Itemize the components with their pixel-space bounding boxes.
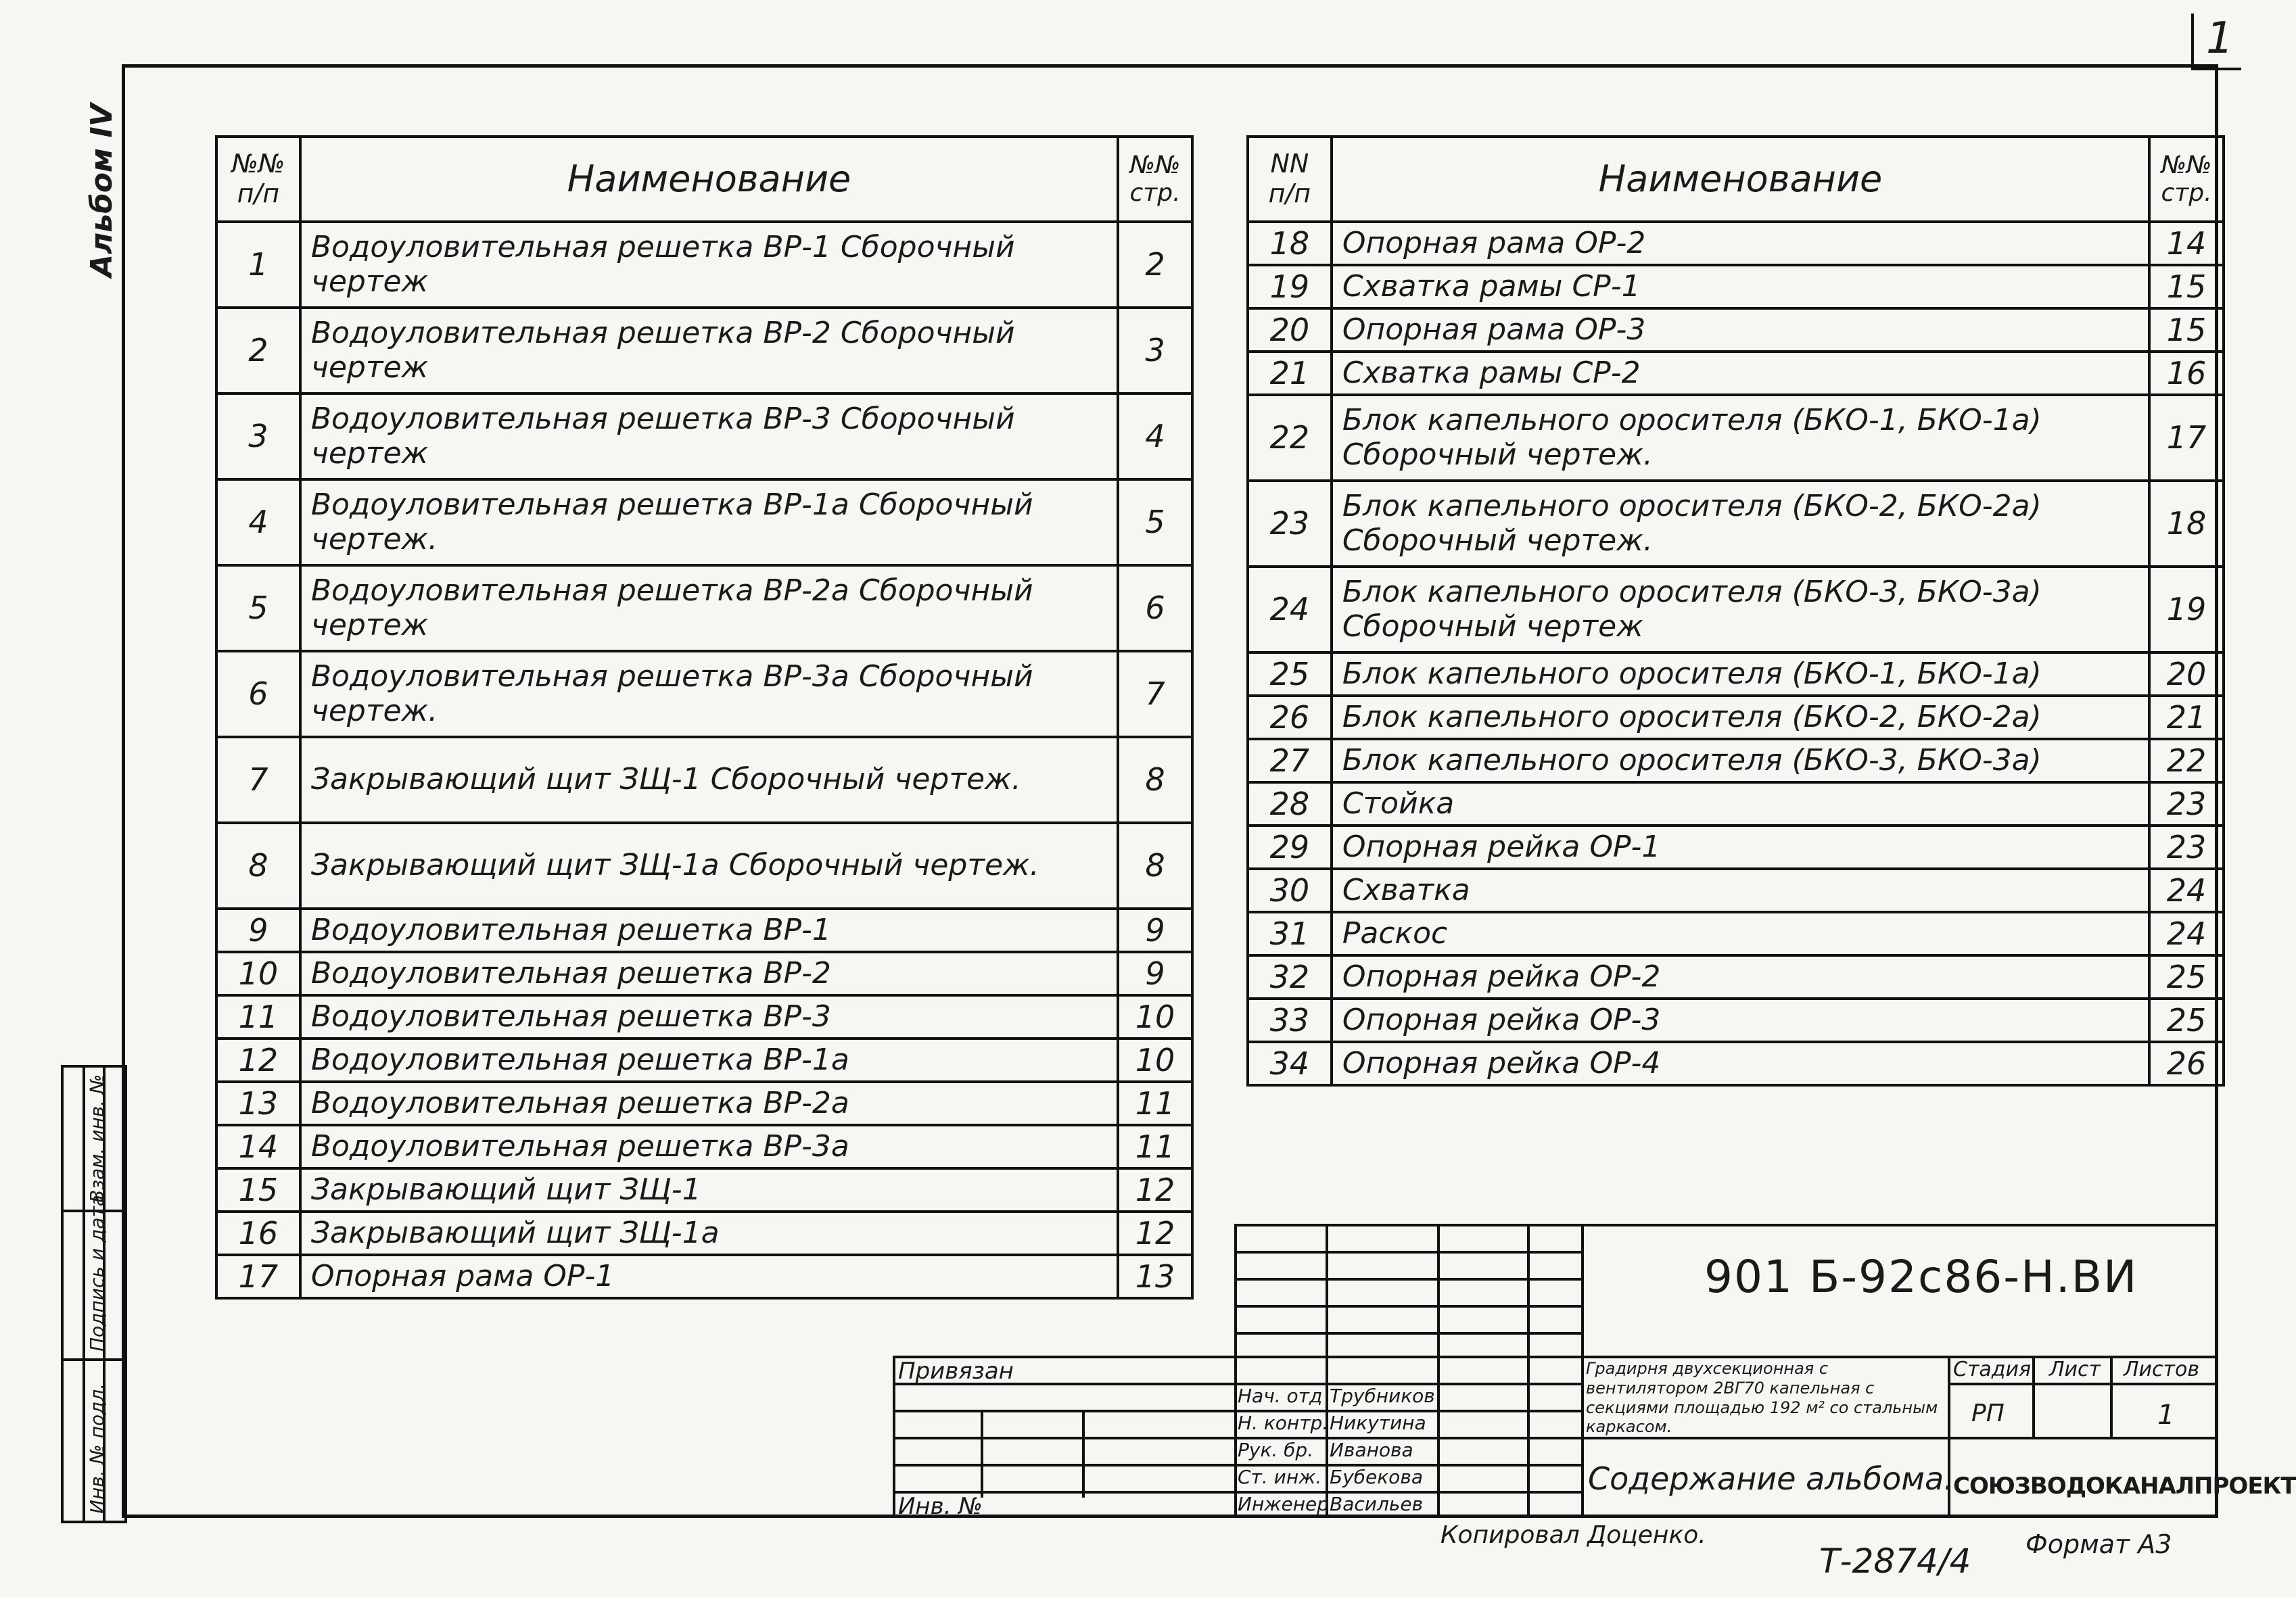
role-5: Инженер — [1238, 1493, 1330, 1515]
row-name: Схватка рамы СР-2 — [1332, 352, 2149, 395]
name-5: Васильев — [1330, 1493, 1424, 1515]
stage-label: Стадия — [1953, 1358, 2032, 1381]
table-row — [1248, 567, 2224, 652]
table-row — [1248, 912, 2224, 955]
row-page: 12 — [1118, 1168, 1192, 1212]
row-number: 33 — [1248, 999, 1332, 1042]
row-page: 19 — [2149, 567, 2224, 652]
row-page: 26 — [2149, 1042, 2224, 1085]
row-page: 9 — [1118, 909, 1192, 952]
row-number: 31 — [1248, 912, 1332, 955]
row-page: 3 — [1118, 308, 1192, 394]
strip-replace-inv: Взам. инв. № — [86, 1074, 108, 1203]
row-page: 25 — [2149, 955, 2224, 999]
sheets-label: Листов — [2124, 1358, 2200, 1381]
row-name: Схватка — [1332, 869, 2149, 912]
row-number: 32 — [1248, 955, 1332, 999]
row-name: Блок капельного оросителя (БКО-3, БКО-3а) — [1332, 739, 2149, 782]
header-page: №№ стр. — [2149, 137, 2224, 222]
row-page: 4 — [1118, 394, 1192, 479]
row-name: Блок капельного оросителя (БКО-2, БКО-2а) — [1332, 696, 2149, 739]
row-name: Водоуловительная решетка ВР-1 — [300, 909, 1118, 952]
row-name: Опорная рама ОР-2 — [1332, 222, 2149, 265]
row-name: Схватка рамы СР-1 — [1332, 265, 2149, 308]
strip-inv-orig: Инв. № подл. — [86, 1383, 108, 1514]
row-page: 23 — [2149, 782, 2224, 826]
row-page: 8 — [1118, 737, 1192, 823]
inv-no-label: Инв. № — [898, 1493, 983, 1520]
row-number: 12 — [216, 1039, 300, 1082]
role-2: Н. контр. — [1238, 1412, 1329, 1434]
row-number: 4 — [216, 479, 300, 565]
table-row — [216, 1212, 1192, 1255]
name-4: Бубекова — [1330, 1466, 1423, 1488]
sheet-title: Содержание альбома. — [1588, 1460, 1954, 1497]
row-number: 29 — [1248, 826, 1332, 869]
row-name: Водоуловительная решетка ВР-2а Сборочный чертеж — [300, 565, 1118, 651]
row-page: 7 — [1118, 651, 1192, 737]
table-row — [216, 308, 1192, 394]
row-name: Блок капельного оросителя (БКО-1, БКО-1а) Сборочный чертеж. — [1332, 395, 2149, 481]
row-number: 20 — [1248, 308, 1332, 352]
row-name: Опорная рама ОР-3 — [1332, 308, 2149, 352]
row-page: 17 — [2149, 395, 2224, 481]
header-name: Наименование — [1332, 137, 2149, 222]
table-row — [1248, 955, 2224, 999]
row-number: 2 — [216, 308, 300, 394]
row-page: 25 — [2149, 999, 2224, 1042]
row-number: 27 — [1248, 739, 1332, 782]
table-row — [1248, 222, 2224, 265]
table-row — [216, 1125, 1192, 1168]
row-number: 8 — [216, 823, 300, 909]
row-page: 10 — [1118, 1039, 1192, 1082]
row-page: 16 — [2149, 352, 2224, 395]
row-number: 26 — [1248, 696, 1332, 739]
table-row — [216, 565, 1192, 651]
row-number: 25 — [1248, 652, 1332, 696]
row-number: 14 — [216, 1125, 300, 1168]
row-page: 23 — [2149, 826, 2224, 869]
row-name: Водоуловительная решетка ВР-1а — [300, 1039, 1118, 1082]
row-page: 18 — [2149, 481, 2224, 567]
row-name: Опорная рейка ОР-1 — [1332, 826, 2149, 869]
table-row — [216, 1039, 1192, 1082]
row-name: Закрывающий щит ЗЩ-1а Сборочный чертеж. — [300, 823, 1118, 909]
header-num: №№ п/п — [216, 137, 300, 222]
privyazan-label: Привязан — [898, 1358, 1014, 1385]
row-page: 20 — [2149, 652, 2224, 696]
row-page: 13 — [1118, 1255, 1192, 1298]
row-name: Водоуловительная решетка ВР-1а Сборочный чертеж. — [300, 479, 1118, 565]
row-page: 22 — [2149, 739, 2224, 782]
row-number: 28 — [1248, 782, 1332, 826]
table-row — [1248, 1042, 2224, 1085]
table-row — [216, 394, 1192, 479]
table-row — [1248, 395, 2224, 481]
name-2: Никутина — [1330, 1412, 1426, 1434]
row-number: 13 — [216, 1082, 300, 1125]
row-name: Водоуловительная решетка ВР-2 — [300, 952, 1118, 995]
row-name: Водоуловительная решетка ВР-2а — [300, 1082, 1118, 1125]
stage-value: РП — [1971, 1400, 2005, 1427]
strip-sign-date: Подпись и дата — [86, 1195, 108, 1352]
row-page: 5 — [1118, 479, 1192, 565]
table-row — [216, 1082, 1192, 1125]
row-page: 12 — [1118, 1212, 1192, 1255]
organization: СОЮЗВОДОКАНАЛПРОЕКТ — [1953, 1473, 2296, 1500]
row-name: Закрывающий щит ЗЩ-1 — [300, 1168, 1118, 1212]
row-number: 18 — [1248, 222, 1332, 265]
table-row — [216, 651, 1192, 737]
row-page: 14 — [2149, 222, 2224, 265]
row-name: Блок капельного оросителя (БКО-1, БКО-1а) — [1332, 652, 2149, 696]
table-row — [1248, 652, 2224, 696]
row-number: 10 — [216, 952, 300, 995]
role-4: Ст. инж. — [1238, 1466, 1322, 1488]
sheets-count: 1 — [2157, 1400, 2175, 1431]
row-page: 24 — [2149, 869, 2224, 912]
role-1: Нач. отд — [1238, 1385, 1323, 1407]
table-row — [1248, 999, 2224, 1042]
copied-by: Копировал Доценко. — [1440, 1521, 1706, 1549]
table-row — [216, 222, 1192, 308]
sheet-number: 1 — [2206, 14, 2234, 64]
header-page: №№ стр. — [1118, 137, 1192, 222]
album-label: Альбом IV — [85, 103, 119, 277]
row-name: Стойка — [1332, 782, 2149, 826]
row-number: 9 — [216, 909, 300, 952]
row-number: 30 — [1248, 869, 1332, 912]
table-row — [216, 823, 1192, 909]
row-number: 15 — [216, 1168, 300, 1212]
table-row — [1248, 265, 2224, 308]
row-name: Опорная рама ОР-1 — [300, 1255, 1118, 1298]
drawing-code: 901 Б-92с86-Н.ВИ — [1704, 1251, 2138, 1303]
row-number: 24 — [1248, 567, 1332, 652]
archive-number: Т-2874/4 — [1819, 1542, 1971, 1581]
row-page: 15 — [2149, 308, 2224, 352]
row-number: 1 — [216, 222, 300, 308]
format-label: Формат А3 — [2025, 1529, 2172, 1559]
row-name: Водоуловительная решетка ВР-3а — [300, 1125, 1118, 1168]
contents-table-left — [215, 135, 1194, 1300]
header-name: Наименование — [300, 137, 1118, 222]
project-description: Градирня двухсекционная с вентилятором 2ВГ70 капельная с секциями площадью 192 м² со стальным каркасом. — [1586, 1359, 1938, 1437]
row-page: 9 — [1118, 952, 1192, 995]
table-row — [216, 1255, 1192, 1298]
row-number: 5 — [216, 565, 300, 651]
row-page: 2 — [1118, 222, 1192, 308]
sheet-label: Лист — [2049, 1358, 2101, 1381]
row-name: Водоуловительная решетка ВР-3 — [300, 995, 1118, 1039]
table-row — [1248, 481, 2224, 567]
table-row — [1248, 696, 2224, 739]
header-num: NN п/п — [1248, 137, 1332, 222]
table-row — [1248, 739, 2224, 782]
table-row — [1248, 782, 2224, 826]
table-row — [1248, 352, 2224, 395]
table-row — [216, 952, 1192, 995]
left-margin-strip — [61, 1065, 127, 1523]
row-page: 11 — [1118, 1082, 1192, 1125]
row-page: 6 — [1118, 565, 1192, 651]
row-name: Блок капельного оросителя (БКО-2, БКО-2а) Сборочный чертеж. — [1332, 481, 2149, 567]
contents-table-right — [1246, 135, 2225, 1087]
row-name: Опорная рейка ОР-2 — [1332, 955, 2149, 999]
row-number: 16 — [216, 1212, 300, 1255]
table-row — [1248, 869, 2224, 912]
row-page: 21 — [2149, 696, 2224, 739]
row-page: 24 — [2149, 912, 2224, 955]
row-name: Блок капельного оросителя (БКО-3, БКО-3а) Сборочный чертеж — [1332, 567, 2149, 652]
row-number: 17 — [216, 1255, 300, 1298]
row-name: Опорная рейка ОР-4 — [1332, 1042, 2149, 1085]
table-row — [216, 909, 1192, 952]
row-page: 10 — [1118, 995, 1192, 1039]
row-name: Закрывающий щит ЗЩ-1а — [300, 1212, 1118, 1255]
row-number: 11 — [216, 995, 300, 1039]
row-page: 11 — [1118, 1125, 1192, 1168]
row-name: Водоуловительная решетка ВР-3 Сборочный чертеж — [300, 394, 1118, 479]
table-row — [216, 737, 1192, 823]
row-number: 19 — [1248, 265, 1332, 308]
row-page: 15 — [2149, 265, 2224, 308]
role-3: Рук. бр. — [1238, 1439, 1314, 1461]
row-number: 34 — [1248, 1042, 1332, 1085]
row-name: Раскос — [1332, 912, 2149, 955]
table-row — [216, 479, 1192, 565]
row-number: 6 — [216, 651, 300, 737]
row-number: 22 — [1248, 395, 1332, 481]
name-3: Иванова — [1330, 1439, 1413, 1461]
table-row — [216, 1168, 1192, 1212]
row-page: 8 — [1118, 823, 1192, 909]
row-name: Водоуловительная решетка ВР-3а Сборочный чертеж. — [300, 651, 1118, 737]
row-name: Водоуловительная решетка ВР-1 Сборочный чертеж — [300, 222, 1118, 308]
table-row — [1248, 308, 2224, 352]
table-row — [1248, 826, 2224, 869]
row-number: 7 — [216, 737, 300, 823]
row-name: Закрывающий щит ЗЩ-1 Сборочный чертеж. — [300, 737, 1118, 823]
row-number: 23 — [1248, 481, 1332, 567]
row-name: Опорная рейка ОР-3 — [1332, 999, 2149, 1042]
row-number: 21 — [1248, 352, 1332, 395]
row-name: Водоуловительная решетка ВР-2 Сборочный чертеж — [300, 308, 1118, 394]
row-number: 3 — [216, 394, 300, 479]
table-row — [216, 995, 1192, 1039]
name-1: Трубников — [1330, 1385, 1435, 1407]
